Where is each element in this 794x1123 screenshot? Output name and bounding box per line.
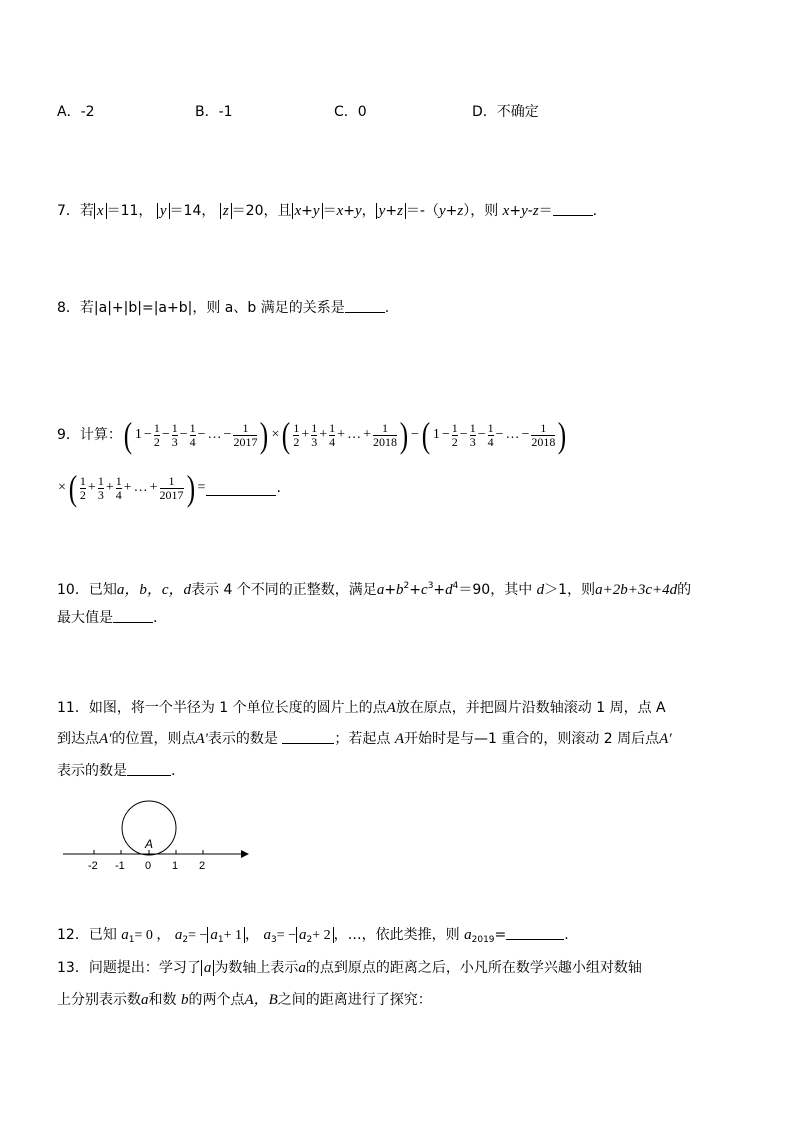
question-13-line2: 上分别表示数a和数 b的两个点A，B之间的距离进行了探究： [57, 992, 432, 1008]
choice-c: C．0 [334, 104, 367, 120]
answer-blank-8[interactable] [345, 298, 385, 313]
answer-blank-10[interactable] [113, 608, 153, 623]
question-13: 13．问题提出：学习了 a 为数轴上表示a的点到原点的距离之后，小凡所在数学兴趣小组对数轴 [57, 960, 642, 976]
number-line-figure [55, 795, 255, 875]
answer-blank-7[interactable] [553, 201, 593, 216]
question-9: 9．计算：( 1 − $\frac{1}{2}$ − $\frac{1}{3}$ − $\frac{1}{4}$ − … − $\frac{1}{2017}$ ) ×( $\frac{1}{2}$ + $\frac{1}{3}$ + $\frac{1}{4}$ + … + $\frac{1}{2018}$ ) −( 1 − $\frac{1}{2}$ − $\frac{1}{3}$ − $\frac{1}{4}$ − … − $\frac{1}{2018}$ ) [57, 415, 567, 455]
tick-label-2: 2 [199, 860, 206, 872]
tick-label-neg2: -2 [88, 860, 98, 872]
question-12: 12．已知 $a_1= 0$ ， $a_2= - a_1+ 1$ ， $a_3= - a_2+ 2$ ，…，依此类推，则 $a_{2019}=$ . [57, 927, 569, 945]
tick-label-1: 1 [172, 860, 179, 872]
question-10: 10．已知a，b，c，d表示 4 个不同的正整数，满足$a+b^2+c^3+d^4=90$，其中 d＞1，则a+2b+3c+4d的 [57, 581, 692, 598]
answer-blank-11b[interactable] [127, 761, 171, 776]
question-11-line2: 到达点A′的位置，则点A′表示的数是 ；若起点 A开始时是与—1 重合的，则滚动 2 周后点A′ [57, 731, 672, 747]
answer-blank-12[interactable] [506, 925, 564, 940]
answer-blank-11a[interactable] [282, 729, 334, 744]
question-9-line2: ×( $\frac{1}{2}$ + $\frac{1}{3}$ + $\frac{1}{4}$ + … + $\frac{1}{2017}$ ) = . [58, 468, 281, 508]
point-a-label: A [145, 837, 154, 851]
question-7: 7．若 x ＝11， y ＝14， z ＝20，且 x+y ＝x+y， y+z ＝-（y+z），则 x+y-z＝ . [57, 203, 598, 219]
tick-label-neg1: -1 [115, 860, 125, 872]
choice-d: D．不确定 [472, 104, 539, 120]
question-11-line3: 表示的数是 . [57, 763, 176, 779]
question-11: 11．如图，将一个半径为 1 个单位长度的圆片上的点A放在原点，并把圆片沿数轴滚动 1 周，点 A [57, 700, 666, 716]
choice-a: A．-2 [57, 104, 95, 120]
question-8: 8．若|a|+|b|=|a+b|，则 a、b 满足的关系是 . [57, 300, 390, 316]
axis-arrow-icon [241, 850, 249, 858]
tick-label-0: 0 [145, 860, 152, 872]
choice-b: B．-1 [195, 104, 233, 120]
answer-blank-9[interactable] [206, 481, 276, 496]
question-10-line2: 最大值是 . [57, 610, 158, 626]
